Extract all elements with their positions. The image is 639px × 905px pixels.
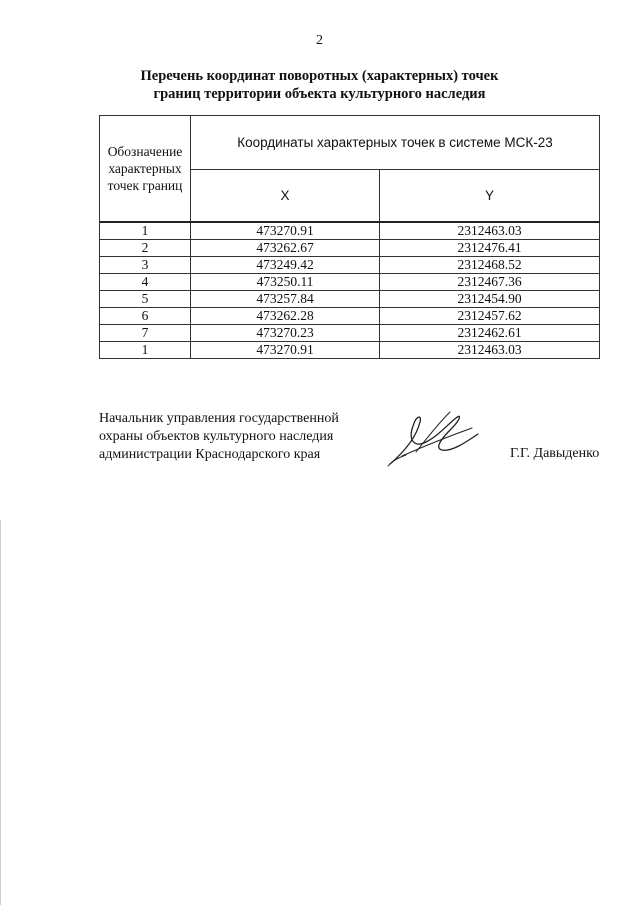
point-id: 1 [100,222,191,240]
point-x: 473270.91 [191,222,380,240]
signatory-name: Г.Г. Давыденко [510,446,600,461]
handwritten-signature [386,408,486,468]
signatory-position [99,410,339,464]
designation-header-line: точек границ [107,178,183,193]
point-id: 1 [100,342,191,359]
point-y: 2312457.62 [380,308,600,325]
title-line-2: границ территории объекта культурного наследия [153,86,486,102]
point-y: 2312463.03 [380,342,600,359]
document-title [0,67,639,103]
point-x: 473257.84 [191,291,380,308]
signatory-line: администрации Краснодарского края [99,447,321,462]
table-row [100,240,600,257]
table-row [100,342,600,359]
point-x: 473270.91 [191,342,380,359]
coordinates-table [99,115,600,359]
point-x: 473262.28 [191,308,380,325]
point-x: 473249.42 [191,257,380,274]
x-header: X [191,170,380,223]
table-row [100,222,600,240]
point-y: 2312462.61 [380,325,600,342]
point-x: 473270.23 [191,325,380,342]
table-row [100,325,600,342]
scan-edge-line [0,520,1,905]
table-row [100,274,600,291]
point-id: 4 [100,274,191,291]
signatory-line: Начальник управления государственной [99,411,339,426]
page-number: 2 [316,33,323,48]
signatory-line: охраны объектов культурного наследия [99,429,334,444]
point-y: 2312454.90 [380,291,600,308]
point-id: 6 [100,308,191,325]
designation-header [100,116,191,223]
table-row [100,308,600,325]
point-id: 5 [100,291,191,308]
point-id: 3 [100,257,191,274]
table-row [100,291,600,308]
designation-header-line: Обозначение [107,144,183,159]
point-y: 2312467.36 [380,274,600,291]
point-id: 7 [100,325,191,342]
point-x: 473262.67 [191,240,380,257]
coordinates-header: Координаты характерных точек в системе МСК-23 [191,116,600,170]
designation-header-line: характерных [108,161,182,176]
title-line-1: Перечень координат поворотных (характерных) точек [140,68,499,84]
point-x: 473250.11 [191,274,380,291]
point-id: 2 [100,240,191,257]
table-row [100,257,600,274]
point-y: 2312463.03 [380,222,600,240]
point-y: 2312468.52 [380,257,600,274]
y-header: Y [380,170,600,223]
point-y: 2312476.41 [380,240,600,257]
